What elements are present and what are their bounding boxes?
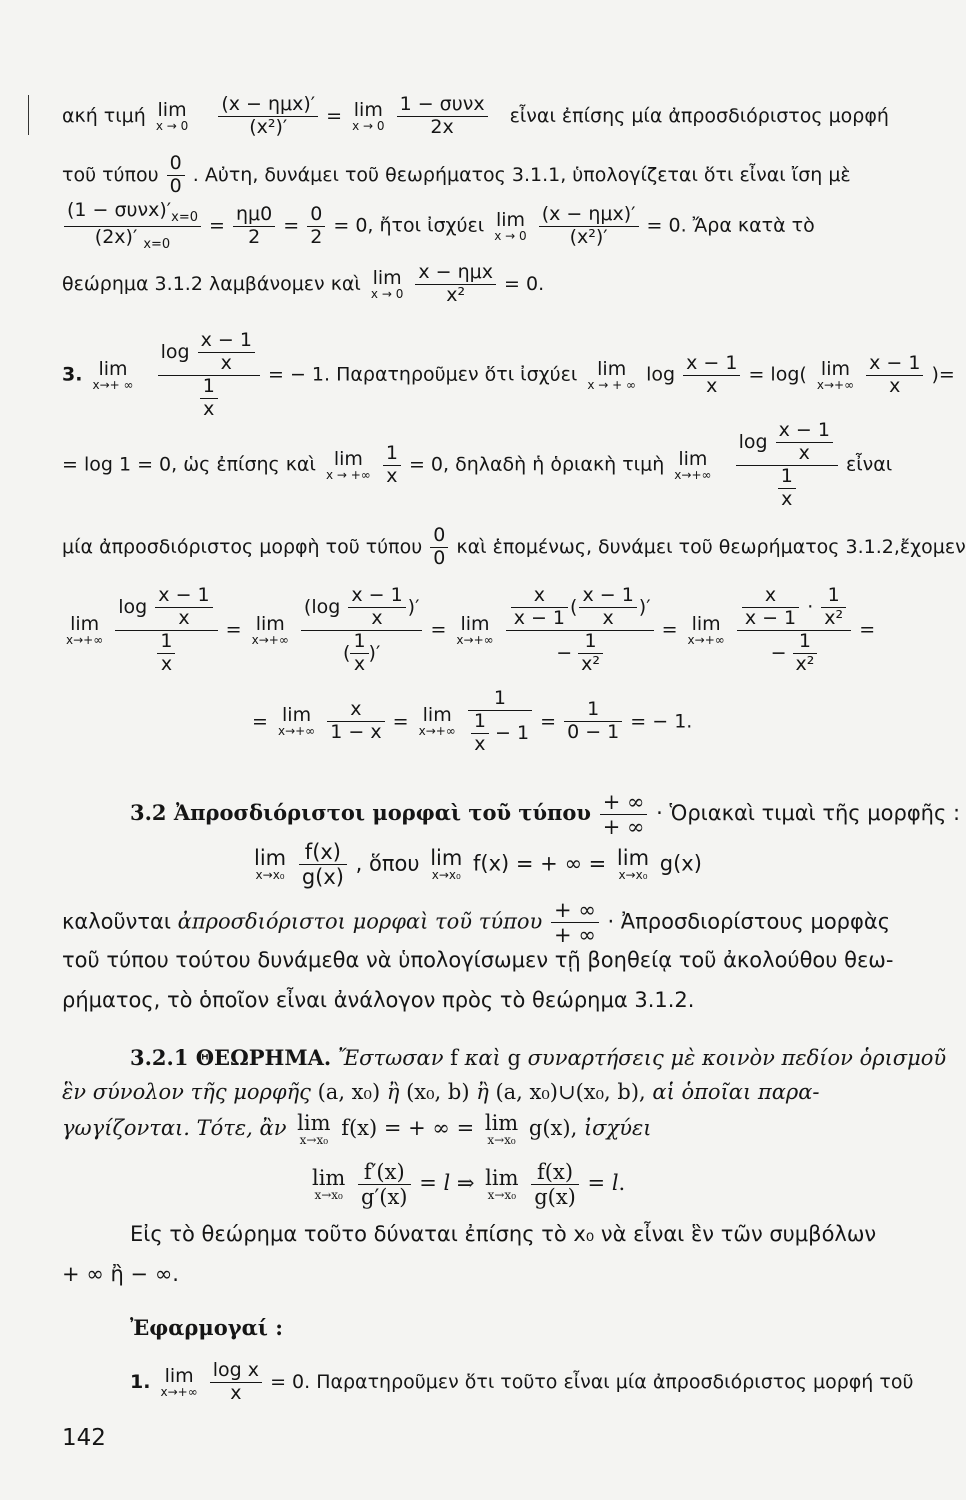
theorem-3-2-1-heading: 3.2.1 ΘΕΩΡΗΜΑ. Ἔστωσαν f καὶ g συναρτήσεις μὲ κοινὸν πεδίον ὁρισμοῦ (130, 1045, 947, 1070)
line-19: Εἰς τὸ θεώρημα τοῦτο δύναται ἐπίσης τὸ x₀ νὰ εἶναι ἓν τῶν συμβόλων (130, 1222, 877, 1246)
section-3-2-heading: 3.2 Ἀπροσδιόριστοι μορφαὶ τοῦ τύπου $\frac{+ \infty}{+ \infty}$ · Ὁριακαὶ τιμαὶ τῆς μορφῆς : (130, 790, 961, 840)
line-17: γωγίζονται. Τότε, ἂν lim x→x₀ f(x) = + ∞ = lim x→x₀ g(x), ἰσχύει (62, 1111, 652, 1147)
line-4: θεώρημα 3.1.2 λαμβάνομεν καὶ lim x → 0 $\frac{\text{x − ημx}}{\text{x²}}$ = 0. (62, 261, 545, 306)
line-12: καλοῦνται ἀπροσδιόριστοι μορφαὶ τοῦ τύπου $\frac{+ \infty}{+ \infty}$ · Ἀπροσδιορίστους μορφὰς (62, 898, 891, 948)
line-5: 3. lim x→+ ∞ log $\frac{x - 1}{x}$ $\frac{1}{x}$ = − 1. Παρατηροῦμεν ὅτι ἰσχύει lim x → + ∞ log $\frac{x - 1}{x}$ = log( lim x→+∞ $\frac{x - 1}{x}$ )= (62, 329, 955, 420)
line-1: ακή τιμή lim x → 0 $\frac{\text{(x − ημx)′}}{\text{(x²)′}}$ = lim x → 0 $\frac{\text{1 − συνx}}{2x}$ εἶναι ἐπίσης μία ἀπροσδιόριστος μορφή (62, 93, 889, 138)
line-8: lim x→+∞ log $\frac{x - 1}{x}$ $\frac{1}{x}$ = lim x→+∞ (log $\frac{x - 1}{x}$ )′ ( $\frac{1}{x}$ )′ = lim x→+∞ $\frac{x}{x - 1}$ ( $\frac{x - 1}{x}$ )′ − $\frac{1}{\text{x²}}$ = lim x→+∞ $\frac{x}{x - 1}$ · $\frac{1}{\text{x²}}$ − $\frac{1}{\text{x²}}$ = (66, 584, 876, 675)
line-3: $\frac{(1 - \sigma\upsilon\nu x)'_{x=0}}{(2x)' _{x=0}}$ = $\frac{\eta\mu 0}{2}$ = $\frac{0}{2}$ = 0, ἤτοι ἰσχύει lim x → 0 $\frac{\text{(x − ημx)′}}{\text{(x²)′}}$ = 0. Ἄρα κατὰ τὸ (62, 200, 815, 252)
line-22: 1. lim x→+∞ $\frac{\text{log x}}{x}$ = 0. Παρατηροῦμεν ὅτι τοῦτο εἶναι μία ἀπροσδιόριστος μορφή τοῦ (130, 1359, 914, 1404)
line-20: + ∞ ἢ − ∞. (62, 1262, 179, 1286)
line-2: τοῦ τύπου $\frac{0}{0}$ . Αὐτη, δυνάμει τοῦ θεωρήματος 3.1.1, ὑπολογίζεται ὅτι εἶναι ἴση μὲ (62, 152, 851, 197)
line-9: = lim x→+∞ $\frac{x}{1 - x}$ = lim x→+∞ 1 $\frac{1}{x}$ − 1 = $\frac{1}{0 - 1}$ = − 1. (252, 687, 693, 755)
line-16: ἓν σύνολον τῆς μορφῆς (a, x₀) ἢ (x₀, b) ἢ (a, x₀)∪(x₀, b), αἱ ὁποῖαι παρα- (62, 1080, 820, 1104)
page-number: 142 (62, 1425, 106, 1451)
line-6: = log 1 = 0, ὡς ἐπίσης καὶ lim x → +∞ $\frac{1}{x}$ = 0, δηλαδὴ ἡ ὁριακὴ τιμὴ lim x→+∞ log $\frac{x - 1}{x}$ $\frac{1}{x}$ εἶναι (62, 419, 893, 510)
line-18: lim x→x₀ $\frac{f'(x)}{g'(x)}$ = l ⇒ lim x→x₀ $\frac{f(x)}{g(x)}$ = l. (312, 1160, 626, 1210)
line-13: τοῦ τύπου τούτου δυνάμεθα νὰ ὑπολογίσωμεν τῇ βοηθείᾳ τοῦ ἀκολούθου θεω- (62, 948, 894, 972)
margin-mark (28, 95, 29, 135)
line-7: μία ἀπροσδιόριστος μορφὴ τοῦ τύπου $\frac{0}{0}$ καὶ ἑπομένως, δυνάμει τοῦ θεωρήματος 3.1.2,ἔχομεν (62, 524, 966, 569)
line-11: lim x→x₀ $\frac{f(x)}{g(x)}$ , ὅπου lim x→x₀ f(x) = + ∞ = lim x→x₀ g(x) (254, 840, 702, 890)
applications-heading: Ἐφαρμογαί : (130, 1315, 284, 1340)
line-14: ρήματος, τὸ ὁποῖον εἶναι ἀνάλογον πρὸς τὸ θεώρημα 3.1.2. (62, 988, 695, 1012)
